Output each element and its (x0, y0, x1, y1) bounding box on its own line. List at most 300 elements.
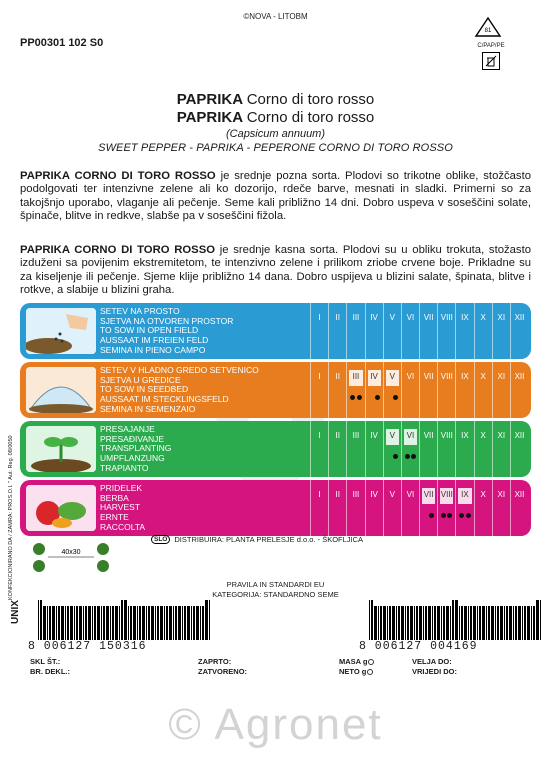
month-label: VI (406, 431, 415, 440)
month-label: I (318, 372, 321, 381)
barcode-bar (178, 606, 181, 640)
calendar-row-label: SJETVA NA OTVOREN PROSTOR (100, 315, 234, 326)
month-highlight (422, 488, 435, 504)
barcode-bar (175, 606, 177, 640)
barcode-bar (455, 600, 458, 640)
latin-name: (Capsicum annuum) (225, 128, 326, 140)
barcode-bar (473, 606, 476, 640)
calendar-row-labels (100, 366, 259, 415)
barcode-bar (115, 606, 118, 640)
barcode-bar (128, 606, 129, 640)
barcode-bar (392, 606, 395, 640)
barcode-left-number: 8 006127 150316 (28, 640, 147, 653)
svg-text:81: 81 (484, 28, 492, 34)
month-cell (437, 303, 455, 359)
month-cell (474, 362, 492, 418)
barcode-bar (488, 606, 490, 640)
month-cell (419, 480, 437, 536)
barcode-bar (398, 606, 400, 640)
unix-mark: UNIX (10, 600, 21, 624)
barcode-bar (504, 606, 505, 640)
barcode-bar (103, 606, 105, 640)
month-label: X (480, 431, 486, 440)
month-label: III (352, 372, 360, 381)
greenhouse-icon (26, 367, 96, 413)
month-label: II (335, 372, 340, 381)
month-cell (474, 303, 492, 359)
trash-bin-icon (482, 52, 500, 70)
barcode-bar (61, 606, 64, 640)
rules-line-2: KATEGORIJA: STANDARDNO SEME (212, 590, 339, 599)
month-cell (419, 421, 437, 477)
barcode-bar (58, 606, 60, 640)
barcode-bar (164, 606, 165, 640)
month-cell (310, 421, 328, 477)
barcode-bar (124, 600, 127, 640)
barcode-right (369, 606, 542, 640)
barcode-bar (389, 606, 391, 640)
barcode-bar (522, 606, 523, 640)
distribution-line (151, 535, 363, 544)
month-label: VIII (440, 431, 453, 440)
barcode-bar (452, 600, 454, 640)
barcode-bar (383, 606, 386, 640)
barcode-bar (432, 606, 433, 640)
month-label: II (335, 490, 340, 499)
barcode-bar (200, 606, 201, 640)
seedling-icon (26, 426, 96, 472)
barcode-bar (97, 606, 100, 640)
barcode-bar (416, 606, 418, 640)
calendar-row-label: SETEV V HLADNO GREDO SETVENICO (100, 365, 259, 375)
month-label: III (352, 313, 360, 322)
month-label: IX (461, 490, 469, 499)
watermark: © Agronet (168, 700, 383, 749)
barcode-bar (56, 606, 57, 640)
barcode-bar (187, 606, 190, 640)
month-label: IX (461, 372, 469, 381)
barcode-bar (142, 606, 145, 640)
recycle-label: C/PAP/PE (477, 43, 505, 49)
barcode-bar (524, 606, 526, 640)
barcode-bar (446, 606, 449, 640)
month-label: I (318, 313, 321, 322)
estimated-sign-icon (368, 659, 374, 665)
barcode-bar (486, 606, 487, 640)
month-cell (510, 303, 528, 359)
month-cell (310, 303, 328, 359)
barcode-bar (515, 606, 517, 640)
month-cell (346, 362, 364, 418)
calendar-row-label: TO SOW IN OPEN FIELD (100, 325, 199, 336)
barcode-bar (110, 606, 111, 640)
copyright-text: ©NOVA - LITOBM (243, 12, 308, 21)
month-cell (455, 421, 473, 477)
month-label: V (389, 313, 395, 322)
calendar-row-label: TO SOW IN SEEDBED (100, 384, 189, 395)
title-line-1: PAPRIKA Corno di toro rosso (176, 91, 375, 108)
barcode-bar (464, 606, 467, 640)
barcode-bar (173, 606, 174, 640)
month-cell (492, 303, 510, 359)
barcode-bar (531, 606, 532, 640)
calendar-row (20, 480, 531, 536)
calendar-row-label: AUSSAAT IM STECKLINGSFELD (100, 394, 229, 405)
barcode-bar (423, 606, 424, 640)
calendar-row-label: UMPFLANZUNG (100, 453, 165, 464)
calendar-row-label: TRAPIANTO (100, 462, 149, 473)
barcode-bar (205, 600, 208, 640)
barcode-bar (40, 600, 42, 640)
barcode-bar (369, 600, 370, 640)
recycle-triangle-icon (474, 16, 502, 38)
barcode-bar (459, 606, 460, 640)
barcode-bar (540, 600, 541, 640)
barcode-bar (38, 600, 39, 640)
month-cell (401, 303, 419, 359)
month-highlight (404, 429, 417, 445)
month-cell (310, 362, 328, 418)
sowing-hand-icon (26, 308, 96, 354)
barcode-bar (533, 606, 535, 640)
month-label: XI (497, 431, 506, 440)
barcode-bar (425, 606, 427, 640)
calendar-row-label: BERBA (100, 492, 129, 503)
month-cell (510, 362, 528, 418)
month-label: IV (370, 372, 378, 381)
month-cell (419, 303, 437, 359)
sowing-calendar (20, 303, 531, 539)
month-cell (492, 362, 510, 418)
barcode-bar (441, 606, 442, 640)
recycling-mark (474, 16, 508, 70)
barcode-bar (513, 606, 514, 640)
barcode-bar (166, 606, 168, 640)
barcode-bar (434, 606, 436, 640)
barcode-bar (92, 606, 93, 640)
barcode-bar (133, 606, 136, 640)
barcode-bar (461, 606, 463, 640)
barcode-bar (380, 606, 382, 640)
barcode-bar (396, 606, 397, 640)
barcode-bar (146, 606, 147, 640)
barcode-bar (410, 606, 413, 640)
month-label: I (318, 431, 321, 440)
month-label: III (352, 490, 360, 499)
period-dot (393, 454, 398, 459)
barcode-bar (121, 600, 123, 640)
period-dot (459, 513, 464, 518)
calendar-row (20, 303, 531, 359)
barcode-bar (202, 606, 204, 640)
calendar-months (310, 480, 528, 536)
month-label: X (480, 490, 486, 499)
month-cell (328, 362, 346, 418)
month-highlight (386, 429, 399, 445)
calendar-row-label: RACCOLTA (100, 521, 146, 532)
barcode-bar (184, 606, 186, 640)
month-cell (328, 303, 346, 359)
calendar-months (310, 303, 528, 359)
barcode-bar (130, 606, 132, 640)
period-dot (350, 395, 355, 400)
month-highlight (368, 370, 381, 386)
barcode-bar (374, 606, 377, 640)
month-label: V (389, 431, 395, 440)
calendar-row-labels (100, 307, 233, 356)
barcode-bar (428, 606, 431, 640)
calendar-row-label: PRESAJANJE (100, 424, 155, 434)
description-slovenian: PAPRIKA CORNO DI TORO ROSSO je srednje pozna sorta. Plodovi so trikotne oblike, stožčasto podolgovati ter intenzivne zelene ali ko dozorijo, rdeče barve, mesnati in sladki. Primerni so za takojšnjo uporabo, vlaganje ali pečenje. Seme kali približno 14 dni. Dobro uspeva v soseščini solate, špinače, blitve in redkve, slabše pa v soseščini fižola. (20, 170, 531, 223)
month-cell (455, 362, 473, 418)
field-closed: ZAPRTO: ZATVORENO: (198, 657, 248, 676)
month-label: XII (514, 313, 525, 322)
barcode-bar (405, 606, 406, 640)
month-highlight (440, 488, 453, 504)
vegetables-icon (26, 485, 96, 531)
month-label: IV (370, 431, 378, 440)
barcode-bar (209, 600, 210, 640)
barcode-bar (387, 606, 388, 640)
spacing-label: 40x30 (61, 549, 81, 556)
month-cell (510, 480, 528, 536)
barcode-bar (65, 606, 66, 640)
month-label: VIII (440, 490, 453, 499)
barcode-bar (160, 606, 163, 640)
barcode-bar (47, 606, 48, 640)
month-cell (365, 421, 383, 477)
month-highlight (386, 370, 399, 386)
month-highlight (458, 488, 471, 504)
month-cell (365, 362, 383, 418)
barcode-bar (536, 600, 539, 640)
field-batch: SKL ŠT.: BR. DEKL.: (30, 657, 70, 676)
month-label: XI (497, 313, 506, 322)
calendar-months (310, 421, 528, 477)
period-dot (375, 395, 380, 400)
barcode-bar (495, 606, 496, 640)
distribution-text: DISTRIBUIRA: PLANTA PRELESJE d.o.o. - ŠKOFLJICA (174, 535, 364, 544)
barcode-bar (74, 606, 75, 640)
month-label: XII (514, 431, 525, 440)
calendar-row-label: AUSSAAT IM FREIEN FELD (100, 335, 209, 346)
barcode-bar (148, 606, 150, 640)
month-label: VIII (440, 313, 453, 322)
barcode-bar (49, 606, 51, 640)
barcode-bar (101, 606, 102, 640)
barcode-right-number: 8 006127 004169 (359, 640, 478, 653)
month-cell (474, 421, 492, 477)
description-croatian: PAPRIKA CORNO DI TORO ROSSO je srednje kasna sorta. Plodovi su u obliku trokuta, stožasto izduženi sa povijenim ekstremitetom, te intenzivno zelene i prilikom zriobe crvene boje. Prikladne su za kiseljenje ili pečenje. Sjeme klije približno 14 dana. Dobro uspijeva u blizini salate, špinata, blitve i rotkve, a slabije u blizini graha. (20, 244, 531, 297)
barcode-bar (52, 606, 55, 640)
calendar-row (20, 421, 531, 477)
month-label: IV (370, 490, 378, 499)
barcode-bar (193, 606, 195, 640)
month-cell (328, 480, 346, 536)
month-label: I (318, 490, 321, 499)
barcode-bar (414, 606, 415, 640)
calendar-months (310, 362, 528, 418)
barcode-bar (477, 606, 478, 640)
barcode-bar (497, 606, 499, 640)
period-dot (429, 513, 434, 518)
month-label: V (389, 490, 395, 499)
calendar-row-label: ERNTE (100, 512, 129, 523)
period-dot (411, 454, 416, 459)
barcode-bar (119, 606, 120, 640)
month-cell (455, 480, 473, 536)
period-dot (357, 395, 362, 400)
barcode-bar (88, 606, 91, 640)
side-text-left: KONFEKCIONIRANO DA / ZAMRA: PROS.O.I. " Aut. Reg. 08/0050 (8, 435, 14, 600)
country-badge: SLO (151, 535, 170, 544)
month-cell (455, 303, 473, 359)
month-label: II (335, 431, 340, 440)
barcode-bar (85, 606, 87, 640)
month-label: VII (423, 372, 434, 381)
month-label: VII (423, 490, 434, 499)
barcode-bar (443, 606, 445, 640)
barcode-bar (450, 606, 451, 640)
barcode-bar (371, 600, 373, 640)
subtitle-translations: SWEET PEPPER - PAPRIKA - PEPERONE CORNO DI TORO ROSSO (98, 142, 453, 154)
barcode-bar (407, 606, 409, 640)
eu-rules (0, 580, 551, 600)
barcode-bar (468, 606, 469, 640)
barcode-bar (518, 606, 521, 640)
title-line-2: PAPRIKA Corno di toro rosso (176, 109, 375, 126)
barcode-bar (479, 606, 481, 640)
barcode-bar (94, 606, 96, 640)
barcode-bar (70, 606, 73, 640)
estimated-sign-icon (367, 669, 373, 675)
barcode-bar (157, 606, 159, 640)
period-dot (393, 395, 398, 400)
barcode-bar (43, 606, 46, 640)
month-cell (401, 362, 419, 418)
month-label: V (389, 372, 395, 381)
month-label: XI (497, 372, 506, 381)
calendar-row-labels (100, 484, 145, 533)
calendar-row-labels (100, 425, 171, 474)
barcode-bar (527, 606, 530, 640)
barcode-bar (139, 606, 141, 640)
month-cell (365, 480, 383, 536)
package-fields (0, 657, 551, 681)
barcode-bar (182, 606, 183, 640)
month-cell (383, 480, 401, 536)
field-mass: MASA g NETO g (339, 657, 374, 677)
plant-spacing-icon (30, 540, 112, 574)
calendar-row-label: TRANSPLANTING (100, 443, 172, 454)
period-dot (405, 454, 410, 459)
month-cell (474, 480, 492, 536)
calendar-row-label: PRIDELEK (100, 483, 143, 493)
month-label: VI (406, 313, 415, 322)
field-valid-until: VELJA DO: VRIJEDI DO: (412, 657, 458, 676)
calendar-row-label: SETEV NA PROSTO (100, 306, 180, 316)
month-label: VI (406, 372, 415, 381)
month-cell (510, 421, 528, 477)
barcode-bar (506, 606, 508, 640)
barcode-bar (491, 606, 494, 640)
barcode-bar (106, 606, 109, 640)
month-cell (383, 303, 401, 359)
month-cell (419, 362, 437, 418)
month-label: XII (514, 372, 525, 381)
barcode-bar (151, 606, 154, 640)
month-cell (437, 421, 455, 477)
calendar-row (20, 362, 531, 418)
barcode-bar (419, 606, 422, 640)
barcode-bar (378, 606, 379, 640)
month-label: VI (406, 490, 415, 499)
calendar-row-label: SEMINA IN PIENO CAMPO (100, 344, 206, 355)
month-label: IV (370, 313, 378, 322)
month-cell (401, 421, 419, 477)
calendar-row-label: PRESAĐIVANJE (100, 433, 165, 444)
month-label: XI (497, 490, 506, 499)
month-cell (383, 421, 401, 477)
rules-line-1: PRAVILA IN STANDARDI EU (226, 580, 325, 589)
barcode-bar (67, 606, 69, 640)
month-label: III (352, 431, 360, 440)
month-cell (328, 421, 346, 477)
month-cell (310, 480, 328, 536)
barcode-bar (191, 606, 192, 640)
barcode-left (38, 606, 211, 640)
barcode-bar (169, 606, 172, 640)
month-cell (346, 480, 364, 536)
barcode-bar (155, 606, 156, 640)
month-label: II (335, 313, 340, 322)
month-label: VII (423, 431, 434, 440)
barcode-bar (79, 606, 82, 640)
month-cell (437, 362, 455, 418)
period-dot (447, 513, 452, 518)
barcode-bar (500, 606, 503, 640)
calendar-row-label: SJETVA U GREDICE (100, 374, 181, 385)
barcode-bar (112, 606, 114, 640)
barcode-bar (470, 606, 472, 640)
product-code: PP00301 102 S0 (20, 37, 104, 49)
barcode-bar (137, 606, 138, 640)
month-highlight (349, 370, 362, 386)
period-dot (466, 513, 471, 518)
period-dot (441, 513, 446, 518)
month-cell (492, 421, 510, 477)
month-label: VII (423, 313, 434, 322)
month-cell (492, 480, 510, 536)
month-label: X (480, 372, 486, 381)
barcode-bar (196, 606, 199, 640)
month-label: X (480, 313, 486, 322)
calendar-row-label: HARVEST (100, 502, 140, 513)
calendar-row-label: SEMINA IN SEMENZAIO (100, 403, 196, 414)
barcode-bar (437, 606, 440, 640)
month-label: IX (461, 431, 469, 440)
month-cell (383, 362, 401, 418)
title-block (0, 91, 551, 154)
month-cell (401, 480, 419, 536)
month-label: IX (461, 313, 469, 322)
month-label: XII (514, 490, 525, 499)
barcode-bar (76, 606, 78, 640)
barcode-bar (401, 606, 404, 640)
barcode-bar (482, 606, 485, 640)
month-cell (437, 480, 455, 536)
barcode-bar (509, 606, 512, 640)
